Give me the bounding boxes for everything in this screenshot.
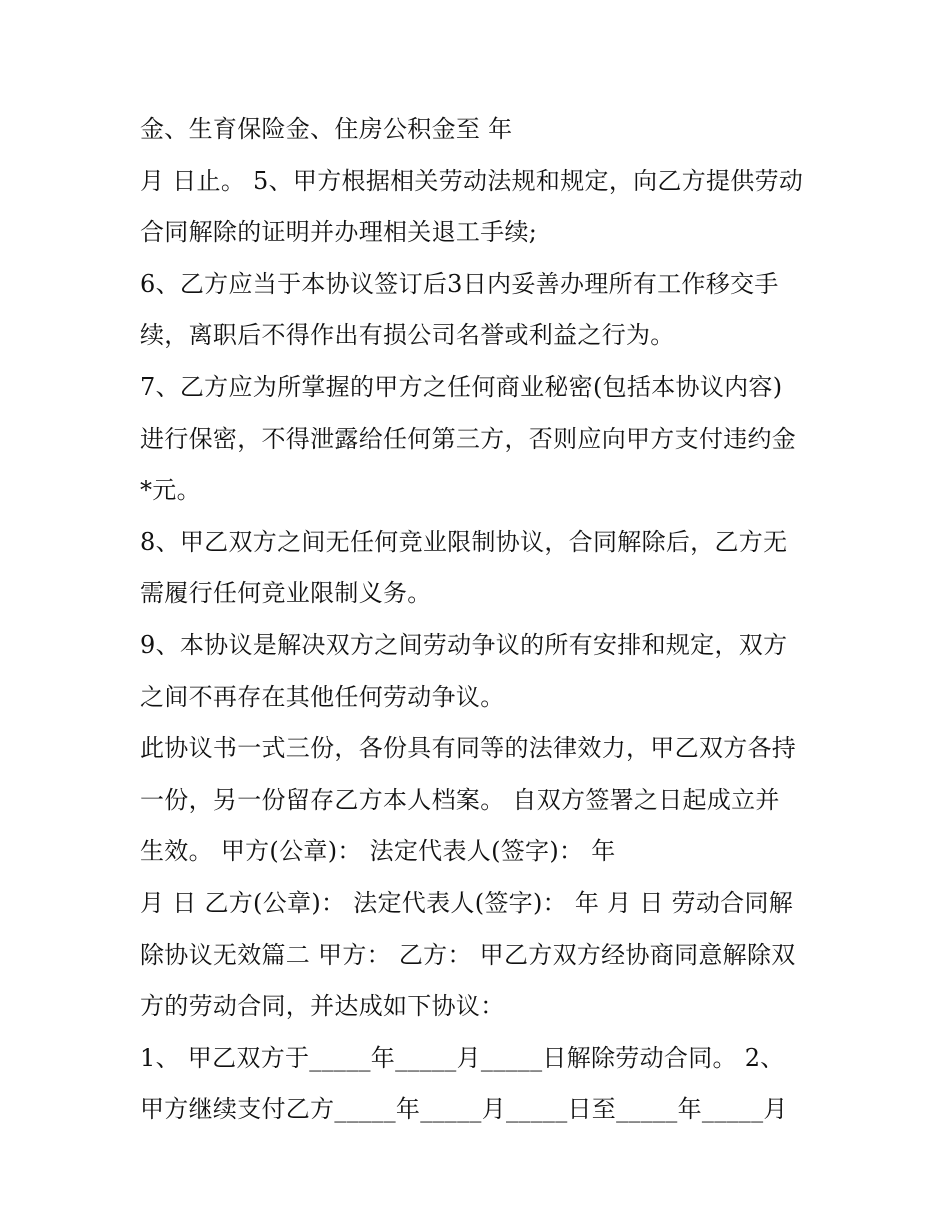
text-line: 甲方继续支付乙方_____年_____月_____日至_____年_____月: [140, 1095, 788, 1124]
text-line: 6、乙方应当于本协议签订后3日内妥善办理所有工作移交手: [140, 269, 779, 298]
text-line: 除协议无效篇二 甲方： 乙方： 甲乙方双方经协商同意解除双: [140, 940, 796, 969]
text-line: 金、生育保险金、住房公积金至 年: [140, 115, 513, 143]
text-line: 此协议书一式三份，各份具有同等的法律效力，甲乙双方各持: [140, 734, 797, 763]
text-line: 7、乙方应为所掌握的甲方之任何商业秘密(包括本协议内容): [140, 372, 783, 401]
text-line: 之间不再存在其他任何劳动争议。: [140, 682, 505, 711]
text-line: 1、 甲乙双方于_____年_____月_____日解除劳动合同。 2、: [140, 1043, 785, 1072]
text-line: 合同解除的证明并办理相关退工手续;: [140, 218, 538, 247]
text-line: 一份，另一份留存乙方本人档案。 自双方签署之日起成立并: [140, 785, 780, 814]
text-line: 方的劳动合同，并达成如下协议：: [140, 992, 505, 1021]
document-body: [140, 110, 820, 1142]
text-line: 续，离职后不得作出有损公司名誉或利益之行为。: [140, 321, 675, 350]
text-line: 月 日 乙方(公章)： 法定代表人(签字)： 年 月 日 劳动合同解: [140, 888, 794, 917]
text-line: 9、本协议是解决双方之间劳动争议的所有安排和规定，双方: [140, 630, 788, 659]
text-line: *元。: [140, 476, 201, 505]
text-line: 8、甲乙双方之间无任何竞业限制协议，合同解除后，乙方无: [140, 527, 788, 556]
text-line: 月 日止。 5、甲方根据相关劳动法规和规定，向乙方提供劳动: [140, 166, 804, 195]
text-line: 需履行任何竞业限制义务。: [140, 579, 432, 608]
text-line: 生效。 甲方(公章)： 法定代表人(签字)： 年: [140, 837, 616, 866]
text-line: 进行保密，不得泄露给任何第三方，否则应向甲方支付违约金: [140, 424, 797, 453]
